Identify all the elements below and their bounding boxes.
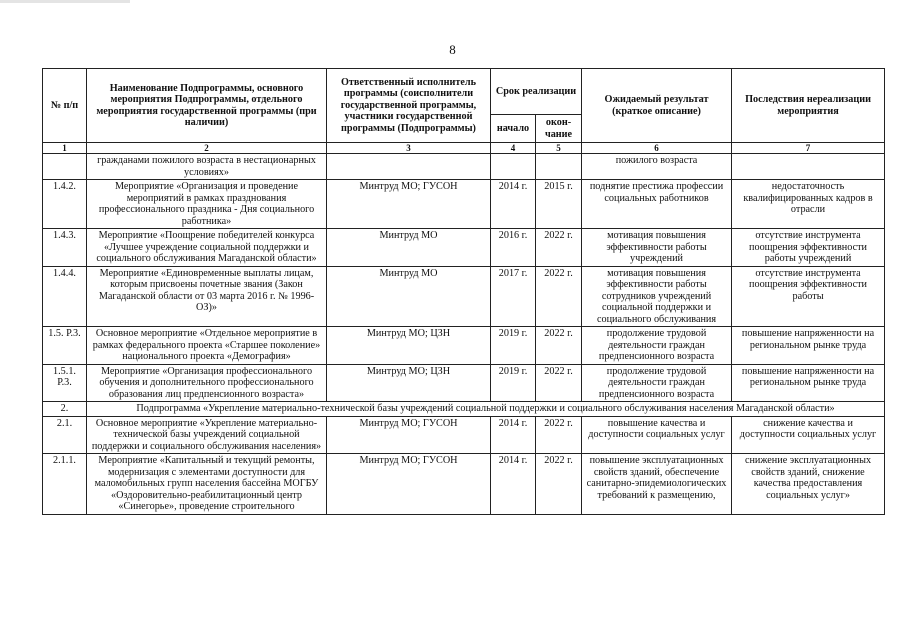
row-end: 2022 г. <box>536 327 582 365</box>
row-responsible: Минтруд МО; ГУСОН <box>327 416 491 454</box>
row-end <box>536 154 582 180</box>
row-consequences: повышение напряженности на региональном рынке труда <box>732 364 885 402</box>
row-name: Мероприятие «Единовременные выплаты лицам, которым присвоены почетные звания (Закон Магаданской области от 03 марта 2016 г. № 1996-ОЗ)» <box>87 266 327 327</box>
row-result: пожилого возраста <box>582 154 732 180</box>
header-consequences: Последствия нереализации мероприятия <box>732 69 885 143</box>
row-result: повышение эксплуатационных свойств зданий, обеспечение санитарно-эпидемиологических требований к размещению, <box>582 454 732 515</box>
row-num: 1.4.3. <box>43 229 87 267</box>
row-num: 1.4.2. <box>43 180 87 229</box>
header-result: Ожидаемый результат (краткое описание) <box>582 69 732 143</box>
row-name: Мероприятие «Организация профессионального обучения и дополнительного профессионального образования лиц предпенсионного возраста» <box>87 364 327 402</box>
row-result: повышение качества и доступности социальных услуг <box>582 416 732 454</box>
header-end: окон-чание <box>536 115 582 143</box>
column-number: 6 <box>582 143 732 154</box>
subprogram-num: 2. <box>43 402 87 417</box>
table-row <box>43 364 885 402</box>
subprogram-row <box>43 402 885 417</box>
row-end: 2022 г. <box>536 364 582 402</box>
row-name: Основное мероприятие «Укрепление материально-технической базы учреждений социальной поддержки и социального обслуживания населения» <box>87 416 327 454</box>
row-name: Мероприятие «Поощрение победителей конкурса «Лучшее учреждение социальной поддержки и социального обслуживания Магаданской области» <box>87 229 327 267</box>
row-responsible <box>327 154 491 180</box>
row-end: 2022 г. <box>536 454 582 515</box>
row-responsible: Минтруд МО; ГУСОН <box>327 454 491 515</box>
row-result: продолжение трудовой деятельности граждан предпенсионного возраста <box>582 327 732 365</box>
row-end: 2015 г. <box>536 180 582 229</box>
row-start: 2017 г. <box>491 266 536 327</box>
row-name: Мероприятие «Организация и проведение мероприятий в рамках празднования профессионального праздника - Дня социального работника» <box>87 180 327 229</box>
row-end: 2022 г. <box>536 416 582 454</box>
table-row <box>43 229 885 267</box>
row-end: 2022 г. <box>536 229 582 267</box>
row-start: 2019 г. <box>491 364 536 402</box>
row-name: Мероприятие «Капитальный и текущий ремонты, модернизация с элементами доступности для маломобильных групп населения бассейна МОГБУ «Оздоровительно-реабилитационный центр «Синегорье», проведение строительного <box>87 454 327 515</box>
row-consequences <box>732 154 885 180</box>
row-result: продолжение трудовой деятельности граждан предпенсионного возраста <box>582 364 732 402</box>
row-name: гражданами пожилого возраста в нестационарных условиях» <box>87 154 327 180</box>
row-start: 2014 г. <box>491 454 536 515</box>
row-start <box>491 154 536 180</box>
column-number: 3 <box>327 143 491 154</box>
column-number: 4 <box>491 143 536 154</box>
row-result: поднятие престижа профессии социальных работников <box>582 180 732 229</box>
table-row <box>43 180 885 229</box>
row-num: 1.5.1. Р.3. <box>43 364 87 402</box>
program-activities-table <box>42 68 885 515</box>
header-start: начало <box>491 115 536 143</box>
scan-artifact <box>0 0 130 3</box>
row-consequences: снижение качества и доступности социальных услуг <box>732 416 885 454</box>
row-responsible: Минтруд МО <box>327 266 491 327</box>
row-num: 1.4.4. <box>43 266 87 327</box>
header-responsible: Ответственный исполнитель программы (соисполнители государственной программы, участники государственной программы (Подпрограммы) <box>327 69 491 143</box>
row-responsible: Минтруд МО <box>327 229 491 267</box>
table-row <box>43 327 885 365</box>
row-start: 2016 г. <box>491 229 536 267</box>
row-num: 1.5. Р.3. <box>43 327 87 365</box>
subprogram-title: Подпрограмма «Укрепление материально-технической базы учреждений социальной поддержки и социального обслуживания населения Магаданской области» <box>87 402 885 417</box>
row-num: 2.1.1. <box>43 454 87 515</box>
row-start: 2019 г. <box>491 327 536 365</box>
row-result: мотивация повышения эффективности работы учреждений <box>582 229 732 267</box>
header-num: № п/п <box>43 69 87 143</box>
row-num <box>43 154 87 180</box>
table-row <box>43 454 885 515</box>
column-number: 1 <box>43 143 87 154</box>
row-consequences: отсутствие инструмента поощрения эффективности работы учреждений <box>732 229 885 267</box>
column-number: 2 <box>87 143 327 154</box>
page-number: 8 <box>449 42 456 57</box>
row-consequences: снижение эксплуатационных свойств зданий, снижение качества предоставления социальных услуг» <box>732 454 885 515</box>
row-start: 2014 г. <box>491 416 536 454</box>
row-responsible: Минтруд МО; ЦЗН <box>327 327 491 365</box>
row-consequences: повышение напряженности на региональном рынке труда <box>732 327 885 365</box>
row-num: 2.1. <box>43 416 87 454</box>
table-row <box>43 154 885 180</box>
row-name: Основное мероприятие «Отдельное мероприятие в рамках федерального проекта «Старшее поколение» национального проекта «Демография» <box>87 327 327 365</box>
row-start: 2014 г. <box>491 180 536 229</box>
row-responsible: Минтруд МО; ЦЗН <box>327 364 491 402</box>
row-consequences: отсутствие инструмента поощрения эффективности работы <box>732 266 885 327</box>
table-row <box>43 266 885 327</box>
table-row <box>43 416 885 454</box>
row-consequences: недостаточность квалифицированных кадров в отрасли <box>732 180 885 229</box>
column-number: 5 <box>536 143 582 154</box>
column-number: 7 <box>732 143 885 154</box>
row-end: 2022 г. <box>536 266 582 327</box>
header-term: Срок реализации <box>491 69 582 115</box>
row-result: мотивация повышения эффективности работы сотрудников учреждений социальной поддержки и социального обслуживания <box>582 266 732 327</box>
header-name: Наименование Подпрограммы, основного мероприятия Подпрограммы, отдельного мероприятия государственной программы (при наличии) <box>87 69 327 143</box>
row-responsible: Минтруд МО; ГУСОН <box>327 180 491 229</box>
